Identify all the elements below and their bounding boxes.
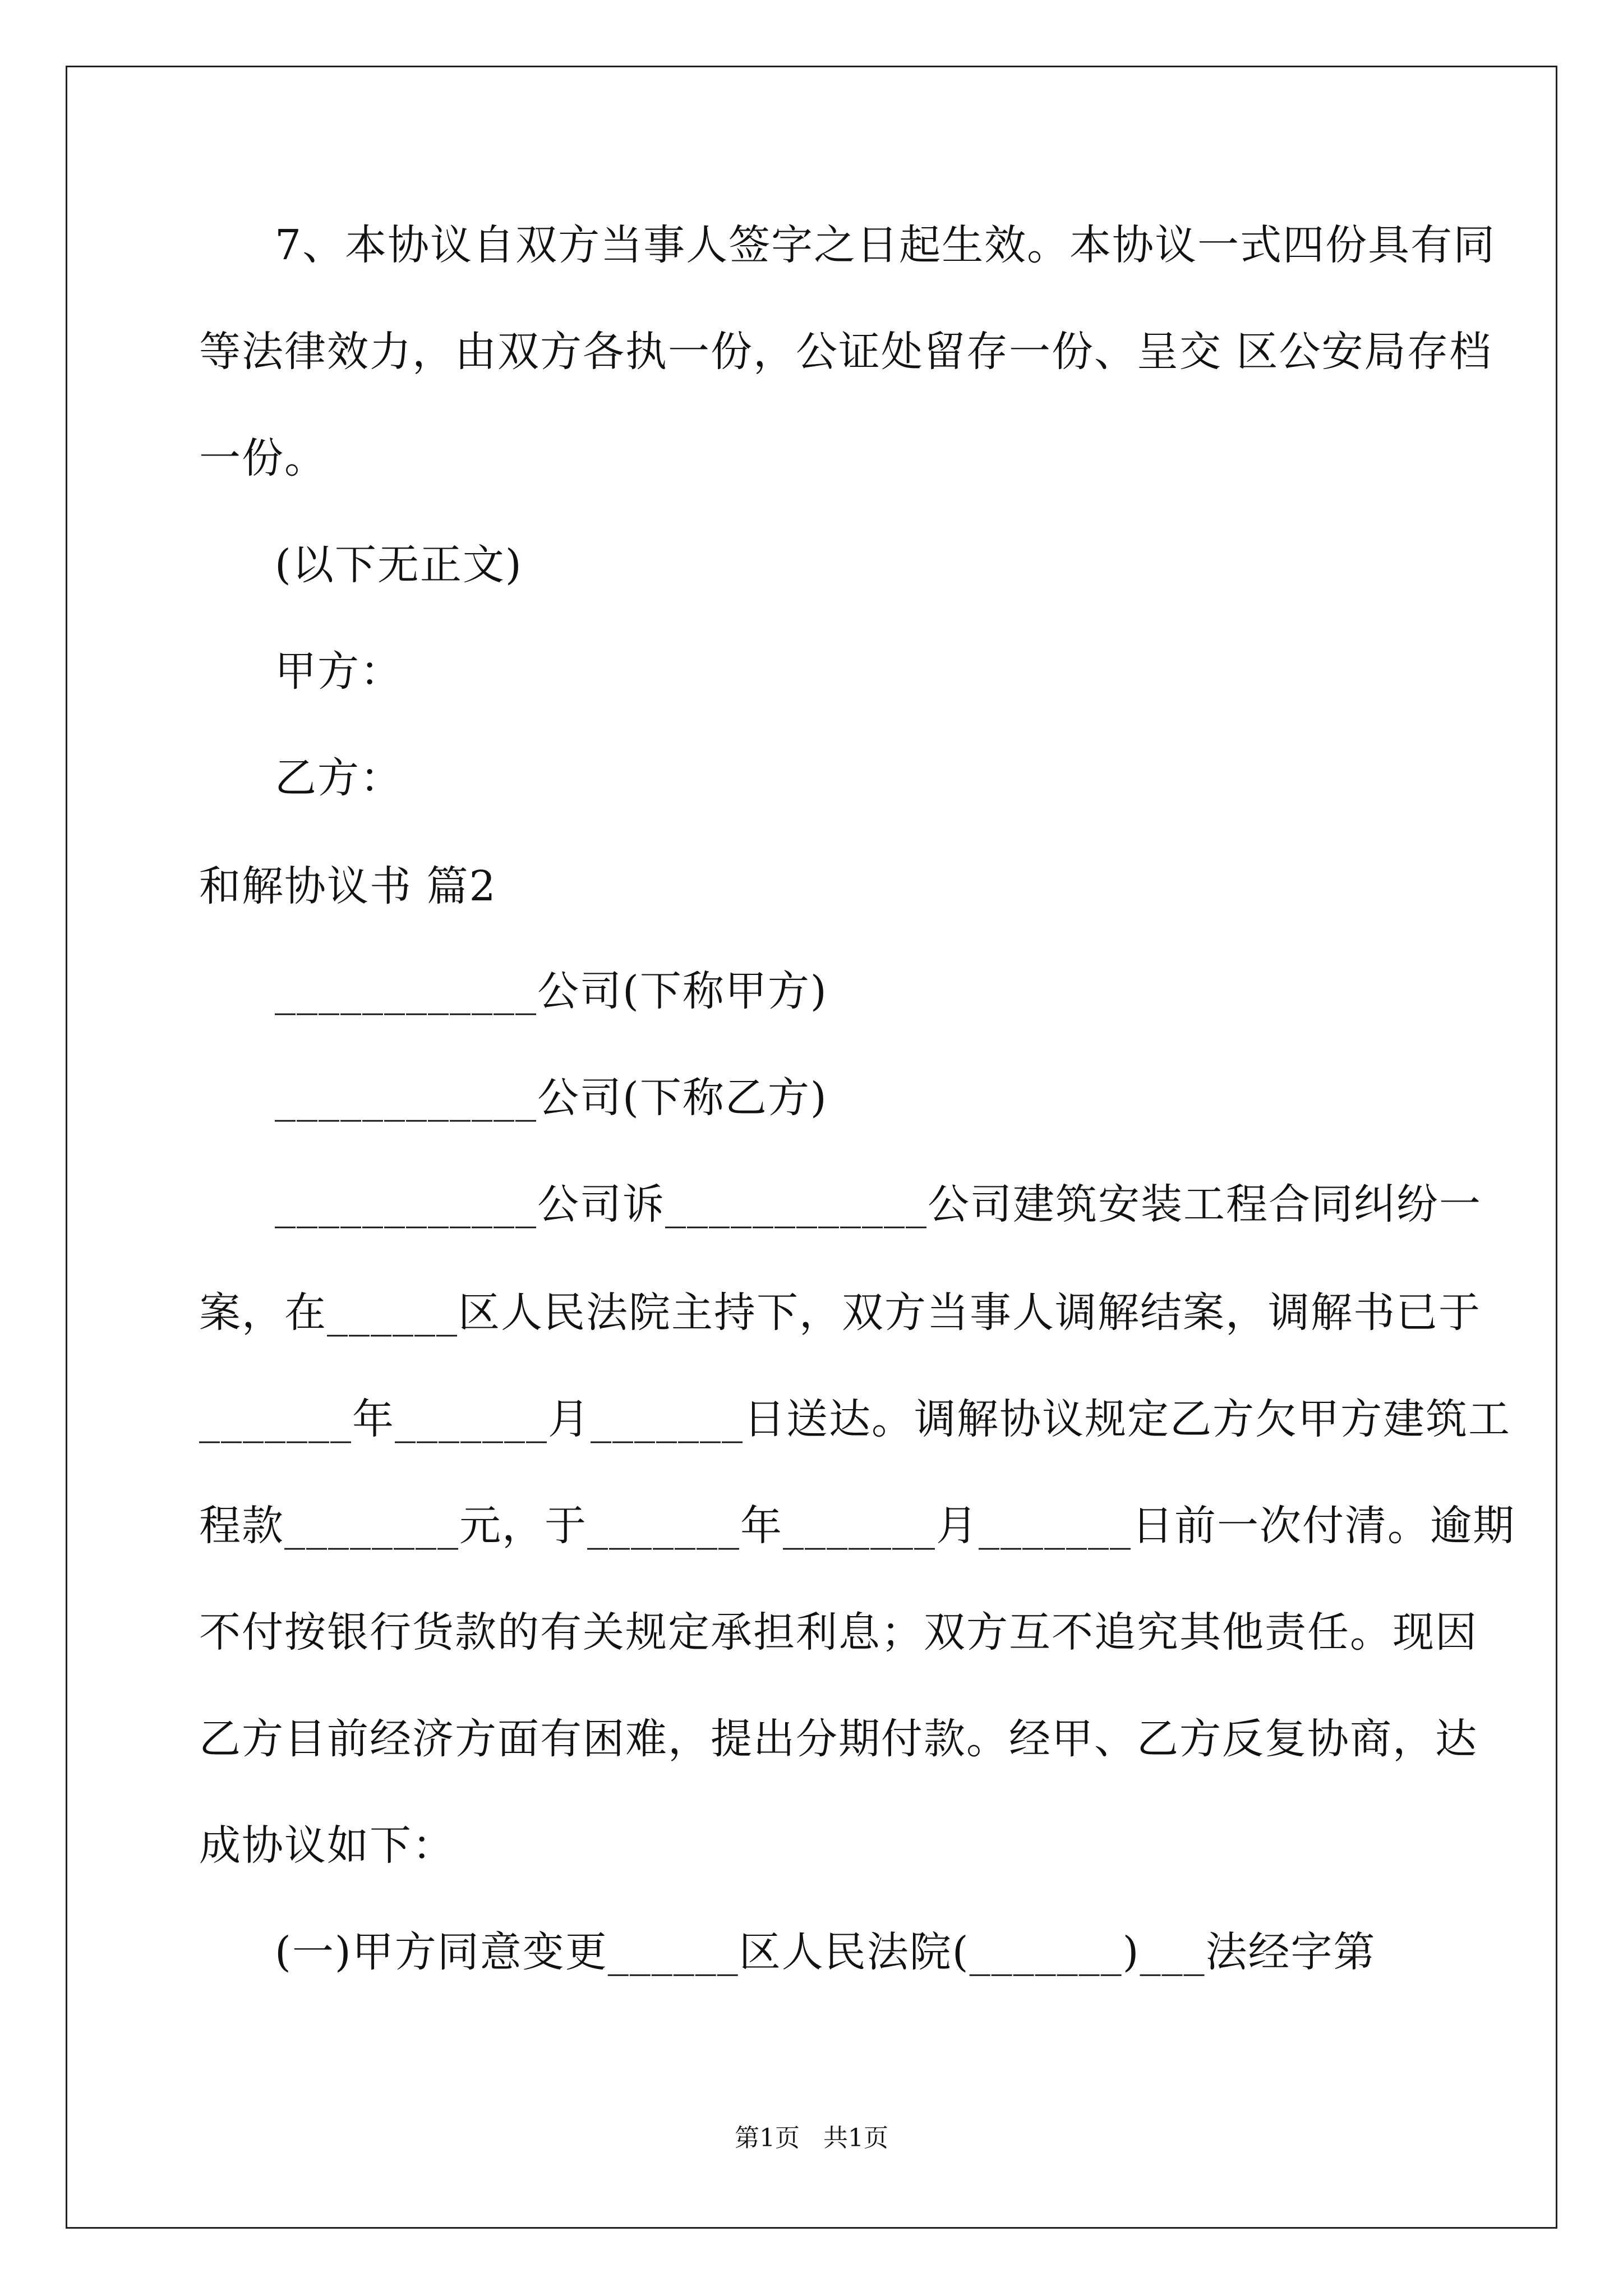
page-border: [66, 66, 1557, 2229]
paragraph-line: (一)甲方同意变更______区人民法院(_______)___法经字第: [275, 1928, 1376, 1976]
paragraph-line: 7、本协议自双方当事人签字之日起生效。本协议一式四份具有同: [275, 221, 1496, 269]
page-number-footer: 第1页 共1页: [735, 2124, 888, 2152]
paragraph-line: ____________公司诉____________公司建筑安装工程合同纠纷一: [275, 1180, 1482, 1228]
paragraph-line: ____________公司(下称甲方): [275, 967, 828, 1015]
section-title: 和解协议书 篇2: [199, 862, 497, 910]
paragraph-line: (以下无正文): [275, 541, 523, 589]
paragraph-line: 案，在______区人民法院主持下，双方当事人调解结案，调解书已于: [199, 1289, 1481, 1337]
paragraph-line: 一份。: [199, 434, 327, 482]
paragraph-line: 等法律效力，由双方各执一份，公证处留存一份、呈交 区公安局存档: [199, 328, 1492, 376]
signature-party-a: 甲方：: [275, 647, 403, 696]
paragraph-line: _______年_______月_______日送达。调解协议规定乙方欠甲方建筑工: [199, 1395, 1511, 1443]
paragraph-line: 成协议如下：: [199, 1821, 455, 1870]
paragraph-line: 不付按银行货款的有关规定承担利息；双方互不追究其他责任。现因: [199, 1608, 1478, 1657]
paragraph-line: 程款________元，于_______年_______月_______日前一次付清。逾期: [199, 1502, 1515, 1550]
paragraph-line: ____________公司(下称乙方): [275, 1074, 828, 1122]
paragraph-line: 乙方目前经济方面有困难，提出分期付款。经甲、乙方反复协商，达: [199, 1715, 1478, 1763]
signature-party-b: 乙方：: [275, 754, 403, 802]
